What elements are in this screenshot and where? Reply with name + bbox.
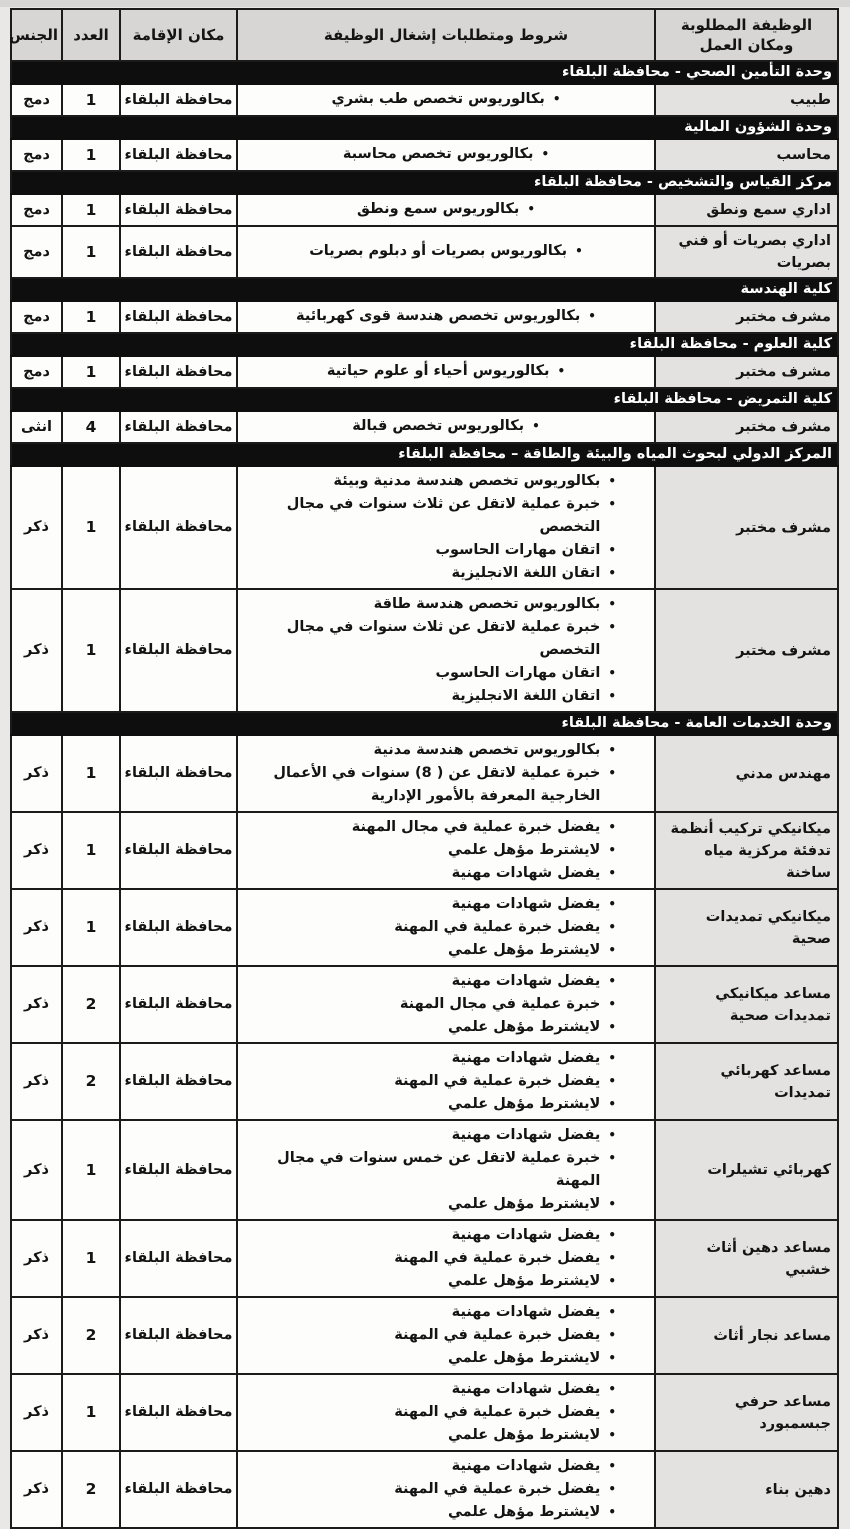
requirements-list — [242, 816, 650, 885]
requirement-item — [248, 1401, 616, 1424]
gender-cell: دمج — [11, 226, 62, 278]
job-row — [11, 1220, 838, 1297]
bullet-icon: • — [608, 1051, 616, 1065]
gender-cell: ذكر — [11, 1297, 62, 1374]
bullet-icon: • — [608, 620, 616, 634]
requirements-list — [242, 970, 650, 1039]
requirement-text: يفضل شهادات مهنية — [451, 1381, 601, 1397]
requirement-text: لايشترط مؤهل علمي — [447, 1019, 601, 1035]
requirements-list — [242, 1047, 650, 1116]
requirement-item — [248, 839, 616, 862]
requirement-text: خبرة عملية لاتقل عن خمس سنوات في مجال المهنة — [277, 1150, 601, 1189]
bullet-icon: • — [608, 743, 616, 757]
job-row — [11, 1120, 838, 1220]
residence-cell: محافظة البلقاء — [120, 1120, 237, 1220]
bullet-icon: • — [608, 1405, 616, 1419]
requirement-item — [248, 1424, 616, 1447]
bullet-icon: • — [532, 419, 540, 433]
requirement-item — [248, 916, 616, 939]
requirement-item — [248, 616, 616, 662]
bullet-icon: • — [608, 820, 616, 834]
requirement-text: بكالوريوس سمع ونطق — [356, 201, 520, 217]
section-header-row — [11, 712, 838, 735]
job-vacancies-table — [10, 8, 839, 1529]
requirements-list — [242, 415, 650, 439]
requirement-item — [248, 562, 616, 585]
residence-cell: محافظة البلقاء — [120, 889, 237, 966]
bullet-icon: • — [541, 147, 550, 161]
section-header-row — [11, 116, 838, 139]
residence-cell: محافظة البلقاء — [120, 466, 237, 589]
job-title-cell: طبيب — [655, 84, 838, 116]
requirement-item — [248, 1270, 616, 1293]
requirements-list — [242, 88, 650, 112]
section-header-row — [11, 388, 838, 411]
requirement-item — [248, 993, 616, 1016]
bullet-icon: • — [608, 1505, 616, 1519]
requirement-item — [248, 1347, 616, 1370]
requirement-text: لايشترط مؤهل علمي — [447, 1096, 601, 1112]
requirement-item — [242, 360, 650, 384]
requirement-item — [248, 1301, 616, 1324]
requirement-text: يفضل خبرة عملية في المهنة — [394, 919, 601, 935]
job-title-cell: ميكانيكي تمديدات صحية — [655, 889, 838, 966]
bullet-icon: • — [608, 1459, 616, 1473]
count-cell: 1 — [62, 301, 120, 333]
requirements-cell — [237, 226, 655, 278]
requirements-cell — [237, 812, 655, 889]
count-cell: 1 — [62, 226, 120, 278]
requirements-cell — [237, 1043, 655, 1120]
gender-cell: دمج — [11, 194, 62, 226]
requirement-item — [248, 593, 616, 616]
requirement-text: لايشترط مؤهل علمي — [447, 1350, 601, 1366]
bullet-icon: • — [608, 666, 616, 680]
gender-cell: دمج — [11, 301, 62, 333]
gender-cell: ذكر — [11, 735, 62, 812]
job-row — [11, 466, 838, 589]
requirement-text: اتقان اللغة الانجليزية — [451, 565, 601, 581]
requirement-item — [242, 240, 650, 264]
requirements-cell — [237, 1297, 655, 1374]
section-title: كلية التمريض - محافظة البلقاء — [11, 388, 838, 411]
count-cell: 1 — [62, 1374, 120, 1451]
bullet-icon: • — [557, 364, 566, 378]
requirements-cell — [237, 1220, 655, 1297]
bullet-icon: • — [608, 543, 616, 557]
requirement-item — [248, 470, 616, 493]
requirements-list — [242, 198, 650, 222]
section-header-row — [11, 278, 838, 301]
requirements-cell — [237, 139, 655, 171]
requirements-cell — [237, 301, 655, 333]
bullet-icon: • — [575, 244, 583, 258]
bullet-icon: • — [527, 202, 536, 216]
residence-cell: محافظة البلقاء — [120, 226, 237, 278]
requirement-text: يفضل شهادات مهنية — [451, 1227, 601, 1243]
scan-edge-artifact — [0, 0, 850, 7]
requirement-item — [248, 1193, 616, 1216]
requirement-text: يفضل شهادات مهنية — [451, 1458, 601, 1474]
job-row — [11, 1374, 838, 1451]
job-row — [11, 589, 838, 712]
requirement-item — [248, 893, 616, 916]
requirement-item — [248, 1501, 616, 1524]
requirement-item — [242, 415, 650, 439]
requirement-text: بكالوريوس تخصص محاسبة — [342, 146, 534, 162]
requirement-item — [248, 493, 616, 539]
job-title-cell: مشرف مختبر — [655, 466, 838, 589]
bullet-icon: • — [608, 1128, 616, 1142]
requirement-item — [248, 816, 616, 839]
requirement-text: يفضل خبرة عملية في المهنة — [394, 1327, 601, 1343]
section-title: وحدة الشؤون المالية — [11, 116, 838, 139]
requirement-item — [248, 1478, 616, 1501]
job-row — [11, 812, 838, 889]
bullet-icon: • — [608, 1228, 616, 1242]
job-row — [11, 735, 838, 812]
requirements-list — [242, 470, 650, 585]
count-cell: 2 — [62, 1297, 120, 1374]
requirement-item — [248, 939, 616, 962]
requirement-text: يفضل خبرة عملية في المهنة — [394, 1481, 601, 1497]
requirement-text: خبرة عملية في مجال المهنة — [399, 996, 601, 1012]
requirement-item — [248, 1324, 616, 1347]
requirement-text: يفضل شهادات مهنية — [451, 1127, 601, 1143]
count-cell: 1 — [62, 1220, 120, 1297]
requirements-cell — [237, 84, 655, 116]
job-title-cell: دهين بناء — [655, 1451, 838, 1528]
requirements-cell — [237, 735, 655, 812]
count-cell: 1 — [62, 812, 120, 889]
count-cell: 1 — [62, 735, 120, 812]
bullet-icon: • — [608, 1274, 616, 1288]
requirement-item — [248, 762, 616, 808]
requirement-text: اتقان مهارات الحاسوب — [435, 665, 601, 681]
requirement-item — [248, 1070, 616, 1093]
requirements-cell — [237, 466, 655, 589]
section-title: وحدة التأمين الصحي - محافظة البلقاء — [11, 61, 838, 84]
residence-cell: محافظة البلقاء — [120, 1374, 237, 1451]
header-row — [11, 9, 838, 61]
job-row — [11, 1043, 838, 1120]
requirement-item — [248, 1124, 616, 1147]
count-cell: 1 — [62, 466, 120, 589]
job-row — [11, 194, 838, 226]
bullet-icon: • — [608, 920, 616, 934]
bullet-icon: • — [608, 1428, 616, 1442]
residence-cell: محافظة البلقاء — [120, 84, 237, 116]
requirements-list — [242, 893, 650, 962]
requirements-cell — [237, 1120, 655, 1220]
job-row — [11, 411, 838, 443]
residence-cell: محافظة البلقاء — [120, 1451, 237, 1528]
job-title-cell: كهربائي تشيلرات — [655, 1120, 838, 1220]
job-title-cell: مساعد نجار أثاث — [655, 1297, 838, 1374]
requirement-item — [242, 143, 650, 167]
bullet-icon: • — [608, 1251, 616, 1265]
requirements-cell — [237, 194, 655, 226]
requirements-list — [242, 305, 650, 329]
residence-cell: محافظة البلقاء — [120, 966, 237, 1043]
requirement-text: بكالوريوس بصريات أو دبلوم بصريات — [309, 243, 568, 259]
job-row — [11, 226, 838, 278]
requirement-text: بكالوريوس تخصص هندسة قوى كهربائية — [296, 308, 581, 324]
bullet-icon: • — [608, 1328, 616, 1342]
residence-cell: محافظة البلقاء — [120, 411, 237, 443]
requirements-cell — [237, 1451, 655, 1528]
gender-cell: ذكر — [11, 1220, 62, 1297]
job-row — [11, 301, 838, 333]
job-title-cell: مساعد حرفي جبسمبورد — [655, 1374, 838, 1451]
requirement-text: يفضل شهادات مهنية — [451, 973, 601, 989]
bullet-icon: • — [608, 866, 616, 880]
requirement-text: بكالوريوس أحياء أو علوم حياتية — [326, 363, 550, 379]
requirements-cell — [237, 966, 655, 1043]
residence-cell: محافظة البلقاء — [120, 301, 237, 333]
gender-cell: دمج — [11, 356, 62, 388]
bullet-icon: • — [608, 766, 616, 780]
requirement-item — [248, 970, 616, 993]
count-cell: 2 — [62, 966, 120, 1043]
requirement-item — [248, 1378, 616, 1401]
job-title-cell: مشرف مختبر — [655, 356, 838, 388]
bullet-icon: • — [608, 897, 616, 911]
gender-cell: ذكر — [11, 1120, 62, 1220]
requirements-list — [242, 593, 650, 708]
requirements-list — [242, 240, 650, 264]
requirement-text: اتقان اللغة الانجليزية — [451, 688, 601, 704]
residence-cell: محافظة البلقاء — [120, 812, 237, 889]
section-title: كلية العلوم - محافظة البلقاء — [11, 333, 838, 356]
requirements-list — [242, 739, 650, 808]
section-header-row — [11, 333, 838, 356]
residence-cell: محافظة البلقاء — [120, 1043, 237, 1120]
residence-cell: محافظة البلقاء — [120, 1297, 237, 1374]
section-title: كلية الهندسة — [11, 278, 838, 301]
requirement-text: لايشترط مؤهل علمي — [447, 1196, 601, 1212]
requirement-text: يفضل شهادات مهنية — [451, 865, 601, 881]
requirement-text: يفضل خبرة عملية في المهنة — [394, 1404, 601, 1420]
column-header-requirements: شروط ومتطلبات إشغال الوظيفة — [237, 9, 655, 61]
count-cell: 2 — [62, 1043, 120, 1120]
bullet-icon: • — [608, 597, 616, 611]
requirement-text: بكالوريوس تخصص هندسة مدنية وبيئة — [333, 473, 601, 489]
requirement-text: لايشترط مؤهل علمي — [447, 1504, 601, 1520]
requirements-list — [242, 143, 650, 167]
bullet-icon: • — [608, 474, 616, 488]
bullet-icon: • — [552, 92, 561, 106]
requirement-item — [248, 539, 616, 562]
bullet-icon: • — [608, 1020, 616, 1034]
bullet-icon: • — [608, 1305, 616, 1319]
requirement-text: يفضل شهادات مهنية — [451, 1304, 601, 1320]
count-cell: 1 — [62, 194, 120, 226]
bullet-icon: • — [608, 1151, 616, 1165]
job-title-cell: مساعد دهين أثاث خشبي — [655, 1220, 838, 1297]
bullet-icon: • — [608, 1074, 616, 1088]
requirements-list — [242, 1124, 650, 1216]
requirement-item — [248, 1455, 616, 1478]
job-row — [11, 139, 838, 171]
requirements-list — [242, 360, 650, 384]
bullet-icon: • — [608, 1197, 616, 1211]
requirement-text: يفضل شهادات مهنية — [451, 896, 601, 912]
count-cell: 2 — [62, 1451, 120, 1528]
requirements-cell — [237, 589, 655, 712]
bullet-icon: • — [608, 566, 616, 580]
job-title-cell: اداري سمع ونطق — [655, 194, 838, 226]
requirement-item — [248, 739, 616, 762]
requirements-cell — [237, 1374, 655, 1451]
requirement-item — [242, 305, 650, 329]
requirement-text: خبرة عملية لاتقل عن ( 8) سنوات في الأعمال الخارجية المعرفة بالأمور الإدارية — [273, 765, 601, 804]
bullet-icon: • — [608, 1097, 616, 1111]
requirement-text: يفضل شهادات مهنية — [451, 1050, 601, 1066]
table-body — [11, 61, 838, 1528]
bullet-icon: • — [608, 997, 616, 1011]
requirements-cell — [237, 889, 655, 966]
requirement-item — [248, 662, 616, 685]
job-row — [11, 1451, 838, 1528]
requirement-item — [242, 88, 650, 112]
requirement-text: يفضل خبرة عملية في المهنة — [394, 1073, 601, 1089]
gender-cell: ذكر — [11, 966, 62, 1043]
requirement-text: بكالوريوس تخصص هندسة مدنية — [373, 742, 601, 758]
section-title: مركز القياس والتشخيص - محافظة البلقاء — [11, 171, 838, 194]
gender-cell: ذكر — [11, 1451, 62, 1528]
requirement-text: بكالوريوس تخصص قبالة — [352, 418, 525, 434]
bullet-icon: • — [608, 1482, 616, 1496]
count-cell: 1 — [62, 889, 120, 966]
requirement-item — [248, 1016, 616, 1039]
residence-cell: محافظة البلقاء — [120, 139, 237, 171]
bullet-icon: • — [608, 943, 616, 957]
bullet-icon: • — [608, 1351, 616, 1365]
job-title-cell: مهندس مدني — [655, 735, 838, 812]
column-header-job: الوظيفة المطلوبة ومكان العمل — [655, 9, 838, 61]
count-cell: 1 — [62, 139, 120, 171]
requirement-item — [248, 1093, 616, 1116]
table-header — [11, 9, 838, 61]
residence-cell: محافظة البلقاء — [120, 589, 237, 712]
job-title-cell: مشرف مختبر — [655, 301, 838, 333]
residence-cell: محافظة البلقاء — [120, 735, 237, 812]
gender-cell: ذكر — [11, 1043, 62, 1120]
job-row — [11, 84, 838, 116]
count-cell: 1 — [62, 589, 120, 712]
requirement-text: بكالوريوس تخصص هندسة طاقة — [373, 596, 601, 612]
requirement-item — [248, 1047, 616, 1070]
requirement-text: خبرة عملية لاتقل عن ثلاث سنوات في مجال التخصص — [286, 619, 601, 658]
column-header-count: العدد — [62, 9, 120, 61]
bullet-icon: • — [588, 309, 596, 323]
requirement-text: لايشترط مؤهل علمي — [447, 1273, 601, 1289]
section-header-row — [11, 443, 838, 466]
job-row — [11, 356, 838, 388]
job-title-cell: ميكانيكي تركيب أنظمة تدفئة مركزية مياه ساخنة — [655, 812, 838, 889]
count-cell: 1 — [62, 1120, 120, 1220]
requirement-item — [248, 685, 616, 708]
requirement-text: لايشترط مؤهل علمي — [447, 1427, 601, 1443]
section-title: وحدة الخدمات العامة - محافظة البلقاء — [11, 712, 838, 735]
requirement-item — [248, 862, 616, 885]
bullet-icon: • — [608, 497, 616, 511]
residence-cell: محافظة البلقاء — [120, 1220, 237, 1297]
bullet-icon: • — [608, 974, 616, 988]
requirements-list — [242, 1224, 650, 1293]
column-header-gender: الجنس — [11, 9, 62, 61]
requirements-cell — [237, 411, 655, 443]
residence-cell: محافظة البلقاء — [120, 356, 237, 388]
requirements-cell — [237, 356, 655, 388]
requirement-text: يفضل خبرة عملية في المهنة — [394, 1250, 601, 1266]
section-header-row — [11, 171, 838, 194]
requirement-item — [248, 1147, 616, 1193]
job-title-cell: مشرف مختبر — [655, 589, 838, 712]
section-header-row — [11, 61, 838, 84]
requirement-item — [248, 1247, 616, 1270]
gender-cell: ذكر — [11, 812, 62, 889]
requirement-item — [248, 1224, 616, 1247]
bullet-icon: • — [608, 1382, 616, 1396]
gender-cell: ذكر — [11, 889, 62, 966]
gender-cell: ذكر — [11, 466, 62, 589]
requirement-text: لايشترط مؤهل علمي — [447, 942, 601, 958]
job-row — [11, 889, 838, 966]
gender-cell: دمج — [11, 139, 62, 171]
requirement-text: اتقان مهارات الحاسوب — [435, 542, 601, 558]
job-title-cell: محاسب — [655, 139, 838, 171]
job-title-cell: اداري بصريات أو فني بصريات — [655, 226, 838, 278]
column-header-residence: مكان الإقامة — [120, 9, 237, 61]
count-cell: 4 — [62, 411, 120, 443]
job-row — [11, 966, 838, 1043]
job-title-cell: مشرف مختبر — [655, 411, 838, 443]
residence-cell: محافظة البلقاء — [120, 194, 237, 226]
requirement-text: بكالوريوس تخصص طب بشري — [331, 91, 545, 107]
gender-cell: دمج — [11, 84, 62, 116]
count-cell: 1 — [62, 356, 120, 388]
job-title-cell: مساعد كهربائي تمديدات — [655, 1043, 838, 1120]
requirement-text: لايشترط مؤهل علمي — [447, 842, 601, 858]
section-title: المركز الدولي لبحوث المياه والبيئة والطاقة – محافظة البلقاء — [11, 443, 838, 466]
count-cell: 1 — [62, 84, 120, 116]
bullet-icon: • — [608, 843, 616, 857]
gender-cell: ذكر — [11, 1374, 62, 1451]
gender-cell: ذكر — [11, 589, 62, 712]
gender-cell: انثى — [11, 411, 62, 443]
job-row — [11, 1297, 838, 1374]
requirement-text: خبرة عملية لاتقل عن ثلاث سنوات في مجال التخصص — [286, 496, 601, 535]
requirements-list — [242, 1455, 650, 1524]
job-title-cell: مساعد ميكانيكي تمديدات صحية — [655, 966, 838, 1043]
bullet-icon: • — [608, 689, 616, 703]
requirements-list — [242, 1378, 650, 1447]
requirement-text: يفضل خبرة عملية في مجال المهنة — [351, 819, 601, 835]
requirement-item — [242, 198, 650, 222]
requirements-list — [242, 1301, 650, 1370]
